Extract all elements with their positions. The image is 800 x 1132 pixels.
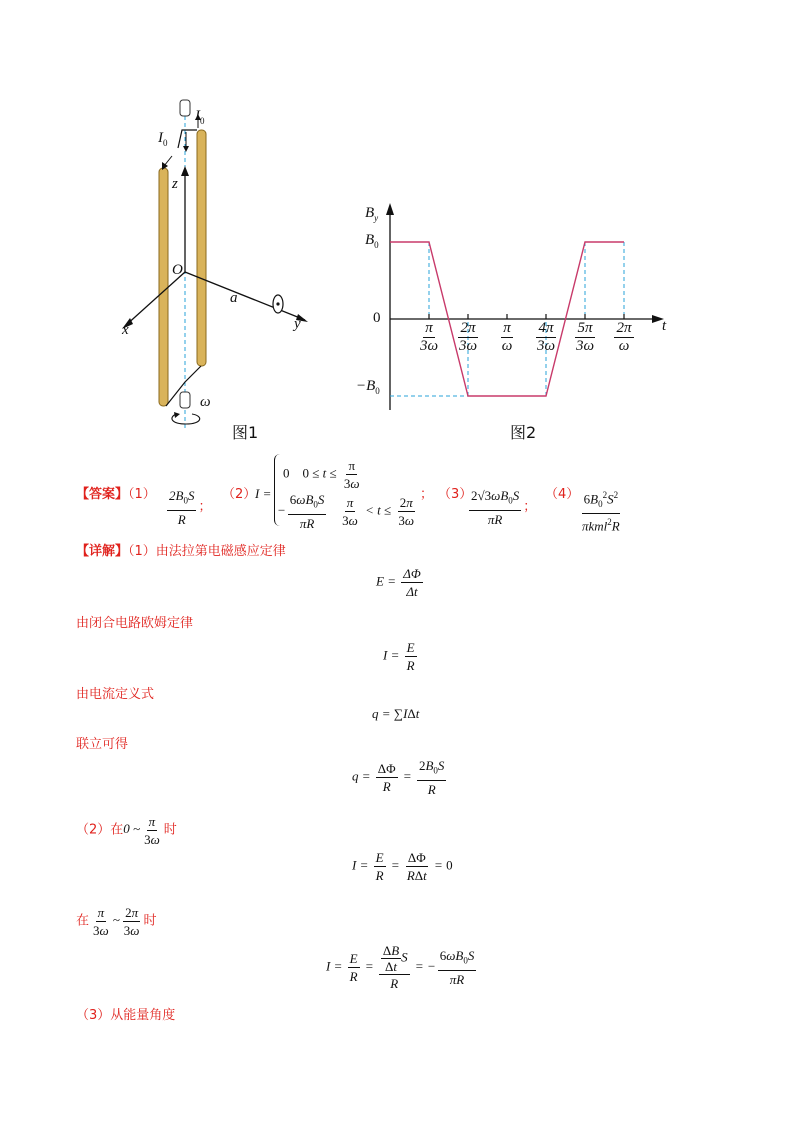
label-a: a <box>230 290 238 306</box>
eq-current: I = $\frac{E}{R}$ = $\frac{\Delta B}{\Delta t}$ S R = − $\frac{6\omega B_0S}{\pi R}$ <box>326 943 475 991</box>
answer-heading: 【答案】（1） <box>76 487 156 502</box>
eq-current-zero: I = $\frac{E}{R}$ = $\frac{\Delta\Phi}{\text{RΔt}}$ = 0 <box>352 850 453 883</box>
chart-ylabel: $B_y$ <box>365 205 379 223</box>
answer-p2: （2） <box>222 487 257 502</box>
answer-p4: （4） <box>545 487 580 502</box>
top-wire <box>178 130 197 148</box>
chart-x-tick-label: $\frac{\pi}{3\omega}$ <box>419 320 439 354</box>
answer-p3: （3） <box>438 487 473 502</box>
back-rod <box>197 130 206 366</box>
answer-sep2: ； <box>420 487 434 502</box>
label-O: O <box>172 262 183 278</box>
answer-3: $\frac{2√3\omega B_0S}{\pi R}$ ； <box>471 488 537 527</box>
eq-charge-def: q = ∑IΔt <box>372 706 420 721</box>
detail-line-5: （2）在0 ~ $\frac{\pi}{3\omega}$ 时 <box>76 814 177 847</box>
label-omega: ω <box>200 394 211 410</box>
x-axis <box>125 272 185 326</box>
answer-1: $\frac{2B_0S}{R}$ ； <box>169 488 212 527</box>
chart-x-tick-label: $\frac{2\pi}{\omega}$ <box>616 320 632 354</box>
answer-4: $\frac{6B_0^2S^2}{\pi kml^2R}$ <box>582 490 620 534</box>
chart-ytick-negB0: $-B_0$ <box>356 378 380 396</box>
front-rod <box>159 168 168 406</box>
label-I0-right: $I_0$ <box>195 108 205 126</box>
bottom-insulator <box>180 392 190 408</box>
detail-line-3: 由电流定义式 <box>76 687 155 702</box>
chart-x-tick-label: $\frac{\pi}{\omega}$ <box>501 320 513 354</box>
figure1-diagram <box>100 90 340 430</box>
eq-charge: q = $\frac{\Delta\Phi}{R}$ = $\frac{2B_0S}{R}$ <box>352 758 445 797</box>
chart-x-tick-label: $\frac{5\pi}{3\omega}$ <box>575 320 595 354</box>
chart-x-tick-label: $\frac{4\pi}{3\omega}$ <box>536 320 556 354</box>
eq-ohm: I = $\frac{E}{R}$ <box>383 640 415 673</box>
figure2-chart <box>340 195 690 415</box>
label-y: y <box>294 316 301 332</box>
top-insulator <box>180 100 190 116</box>
figure1-caption: 图1 <box>232 423 259 442</box>
eq-faraday: E = $\frac{\Delta\Phi}{\Delta t}$ <box>376 566 421 599</box>
detail-line-6: 在 $\frac{\pi}{3\omega}$ ~ $\frac{2\pi}{3\omega}$ 时 <box>76 905 157 938</box>
detail-line-4: 联立可得 <box>76 737 129 752</box>
figure2-caption: 图2 <box>510 423 537 442</box>
chart-ytick-B0: $B_0$ <box>365 232 379 250</box>
label-x: x <box>122 322 129 338</box>
detail-line-1: 【详解】（1）由法拉第电磁感应定律 <box>76 544 286 559</box>
chart-xlabel: t <box>662 318 667 334</box>
chart-x-tick-label: $\frac{2\pi}{3\omega}$ <box>458 320 478 354</box>
label-z: z <box>172 176 178 192</box>
detail-line-2: 由闭合电路欧姆定律 <box>76 616 194 631</box>
chart-ytick-zero: 0 <box>373 310 381 326</box>
detail-line-7: （3）从能量角度 <box>76 1008 176 1023</box>
label-I0-left: $I_0$ <box>158 130 168 148</box>
